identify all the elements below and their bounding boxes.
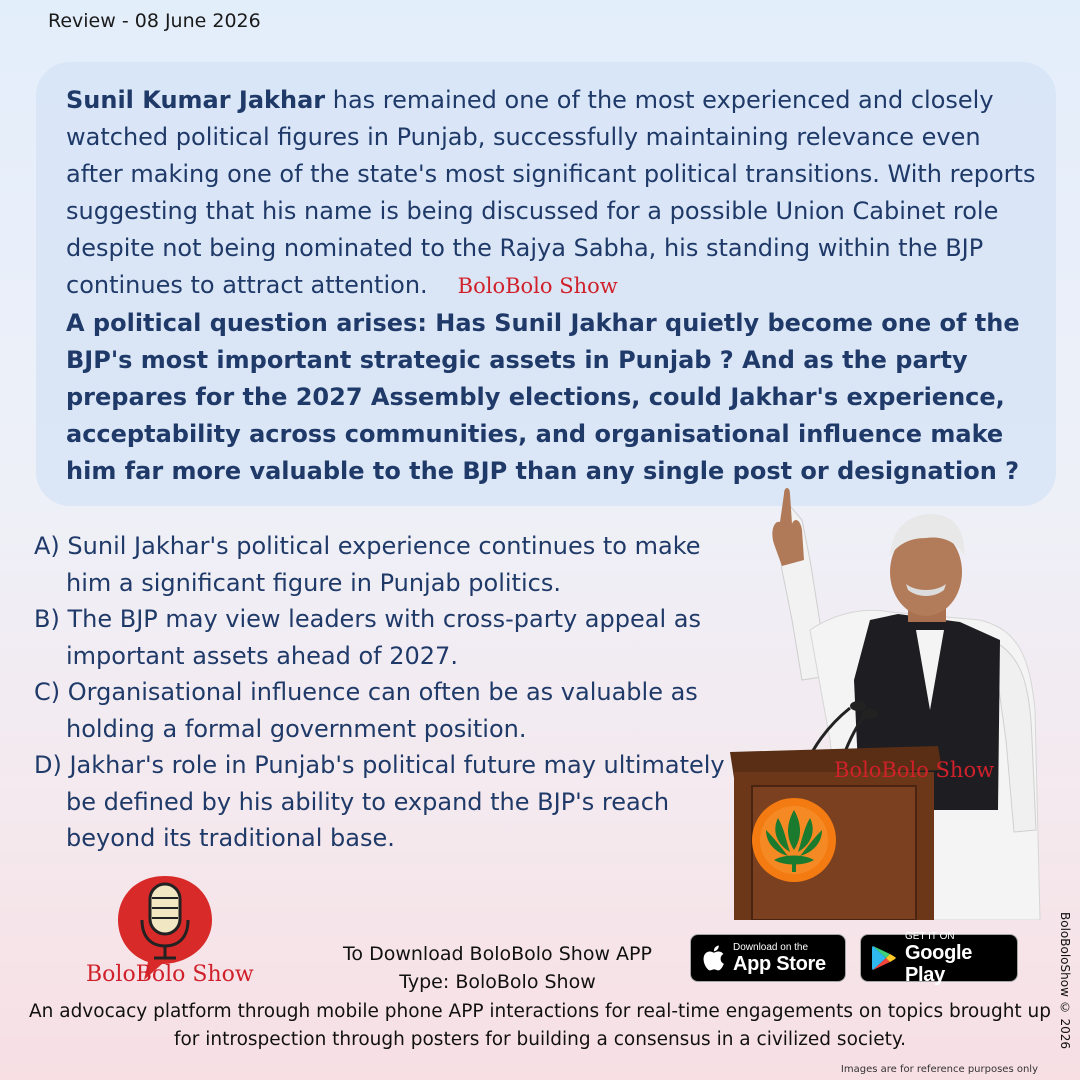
image-disclaimer: Images are for reference purposes only [840, 1064, 1038, 1075]
app-store-big-label: App Store [733, 952, 826, 975]
intro-name: Sunil Kumar Jakhar [66, 86, 326, 114]
app-store-small-label: Download on the [733, 941, 809, 953]
app-store-button[interactable] [690, 934, 846, 982]
intro-paragraph [66, 82, 1042, 305]
google-play-big-label: Google Play [905, 941, 973, 986]
download-instructions [330, 940, 665, 996]
review-date: Review - 08 June 2026 [48, 10, 261, 32]
option-d[interactable]: D) Jakhar's role in Punjab's political future may ultimately be defined by his ability to expand the BJP's reach beyond its traditional base. [34, 751, 725, 852]
intro-text: has remained one of the most experienced and closely watched political figures in Punjab, successfully maintaining relevance even after making one of the state's most significant political transitions. With reports suggesting that his name is being discussed for a possible Union Cabinet role despite not being nominated to the Rajya Sabha, his standing within the BJP continues to attract attention. [66, 86, 1036, 299]
option-b[interactable]: B) The BJP may view leaders with cross-party appeal as important assets ahead of 2027. [34, 605, 701, 670]
google-play-small-label: GET IT ON [905, 930, 955, 942]
photo-watermark: BoloBolo Show [834, 758, 995, 782]
options-list [34, 528, 734, 857]
question-card [36, 62, 1056, 506]
option-c[interactable]: C) Organisational influence can often be as valuable as holding a formal government position. [34, 678, 698, 743]
tagline: An advocacy platform through mobile phone APP interactions for real-time engagements on topics brought up for introspection through posters for building a consensus in a civilized society. [28, 1001, 1052, 1050]
inline-watermark: BoloBolo Show [457, 274, 618, 298]
download-line-1: To Download BoloBolo Show APP [343, 943, 652, 965]
logo-text: BoloBolo Show [86, 962, 254, 987]
google-play-icon [871, 944, 897, 972]
apple-icon [701, 944, 725, 972]
google-play-button[interactable] [860, 930, 1018, 986]
option-a[interactable]: A) Sunil Jakhar's political experience continues to make him a significant figure in Punjab politics. [34, 532, 701, 597]
copyright-notice: BoloBoloShow © 2026 [1058, 912, 1072, 1050]
politician-illustration [730, 480, 1050, 920]
question-text: A political question arises: Has Sunil Jakhar quietly become one of the BJP's most important strategic assets in Punjab ? And as the party prepares for the 2027 Assembly elections, could Jakhar's experience, acceptability across communities, and organisational influence make him far more valuable to the BJP than any single post or designation ? [66, 309, 1020, 485]
download-line-2: Type: BoloBolo Show [399, 971, 596, 993]
